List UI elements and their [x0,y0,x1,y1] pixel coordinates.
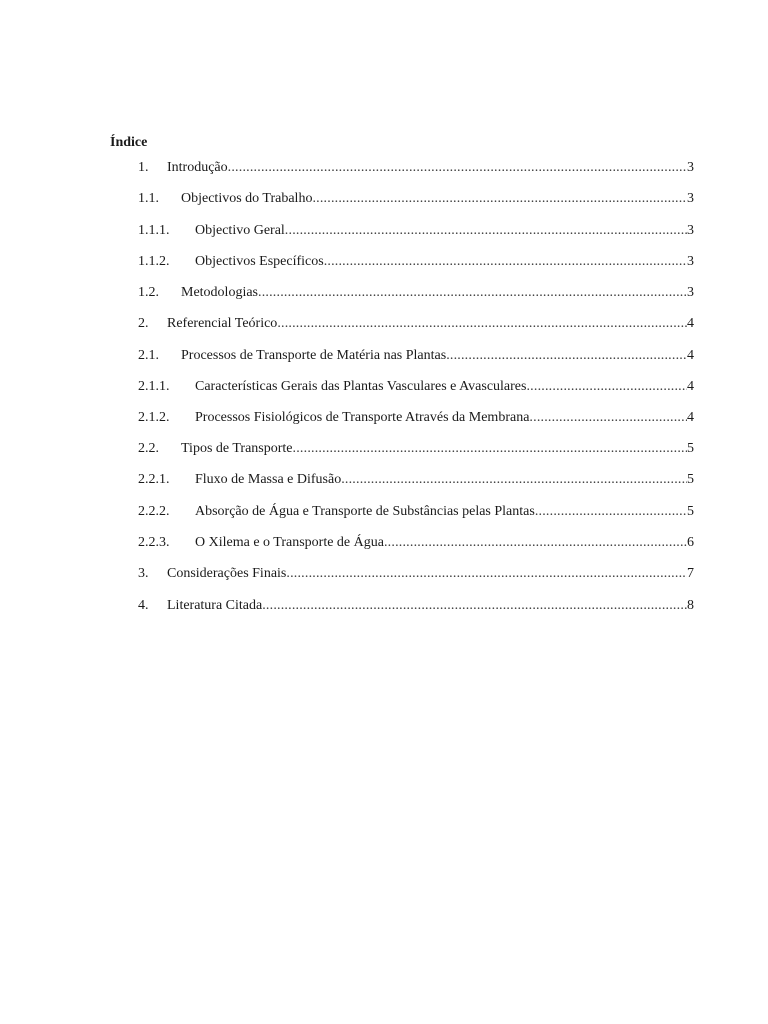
toc-entry-text: O Xilema e o Transporte de Água [195,535,384,550]
toc-entry[interactable] [138,347,694,365]
toc-entry[interactable] [138,409,694,427]
toc-dot-leader [529,409,687,427]
toc-entry-number: 3. [138,566,149,581]
toc-entry-text: Processos de Transporte de Matéria nas Plantas [181,348,447,363]
toc-entry-number: 1.2. [138,285,159,300]
toc-entry-text: Fluxo de Massa e Difusão [195,472,342,487]
toc-entry-text: Metodologias [181,285,258,300]
toc-entry[interactable] [138,565,694,583]
toc-entry-number: 1. [138,160,149,175]
toc-entry-text: Objectivos Específicos [195,254,324,269]
toc-dot-leader [277,315,687,333]
toc-entry[interactable] [138,597,694,615]
toc-entry-number: 2. [138,316,149,331]
toc-entry-page: 5 [687,472,694,487]
toc-entry[interactable] [138,534,694,552]
toc-entry-page: 3 [687,223,694,238]
toc-entry-text: Introdução [167,160,228,175]
toc-entry[interactable] [138,222,694,240]
toc-dot-leader [446,347,687,365]
toc-title: Índice [110,135,148,150]
toc-dot-leader [384,534,687,552]
toc-entry[interactable] [138,503,694,521]
toc-entry[interactable] [138,315,694,333]
toc-dot-leader [285,222,687,240]
toc-dot-leader [324,253,687,271]
toc-entry[interactable] [138,284,694,302]
toc-dot-leader [526,378,687,396]
toc-entry-text: Referencial Teórico [167,316,278,331]
toc-dot-leader [258,284,687,302]
toc-dot-leader [341,471,687,489]
toc-entry-page: 3 [687,254,694,269]
toc-entry-page: 4 [687,316,694,331]
toc-entry[interactable] [138,190,694,208]
toc-dot-leader [262,597,687,615]
toc-entry-page: 8 [687,598,694,613]
toc-entry-number: 2.2.3. [138,535,170,550]
toc-entry-page: 7 [687,566,694,581]
toc-dot-leader [312,190,687,208]
toc-dot-leader [228,159,687,177]
toc-entry-text: Literatura Citada [167,598,263,613]
toc-entry-number: 1.1.2. [138,254,170,269]
toc-entry-page: 5 [687,504,694,519]
toc-entry[interactable] [138,440,694,458]
toc-entry-page: 6 [687,535,694,550]
toc-entry[interactable] [138,378,694,396]
toc-entry-page: 4 [687,379,694,394]
toc-entry-text: Tipos de Transporte [181,441,293,456]
toc-entry-number: 2.2.2. [138,504,170,519]
toc-entry-page: 3 [687,160,694,175]
toc-dot-leader [286,565,687,583]
toc-entry[interactable] [138,159,694,177]
toc-entry-page: 3 [687,285,694,300]
toc-entry-page: 5 [687,441,694,456]
toc-entry-number: 2.2.1. [138,472,170,487]
toc-entry-number: 2.1.2. [138,410,170,425]
toc-entry-text: Absorção de Água e Transporte de Substâncias pelas Plantas [195,504,535,519]
toc-entry-number: 1.1. [138,191,159,206]
toc-entry-number: 2.1. [138,348,159,363]
toc-entry-text: Considerações Finais [167,566,287,581]
toc-entry-page: 4 [687,410,694,425]
toc-dot-leader [293,440,687,458]
toc-entry-page: 3 [687,191,694,206]
toc-dot-leader [535,503,687,521]
toc-entry-text: Processos Fisiológicos de Transporte Através da Membrana [195,410,530,425]
toc-entry[interactable] [138,253,694,271]
toc-entry-text: Objectivo Geral [195,223,285,238]
toc-entry-number: 2.2. [138,441,159,456]
toc-entry-page: 4 [687,348,694,363]
toc-entry-number: 4. [138,598,149,613]
toc-entry[interactable] [138,471,694,489]
toc-entry-number: 1.1.1. [138,223,170,238]
toc-entry-text: Características Gerais das Plantas Vasculares e Avasculares [195,379,527,394]
toc-entry-text: Objectivos do Trabalho [181,191,313,206]
toc-entry-number: 2.1.1. [138,379,170,394]
